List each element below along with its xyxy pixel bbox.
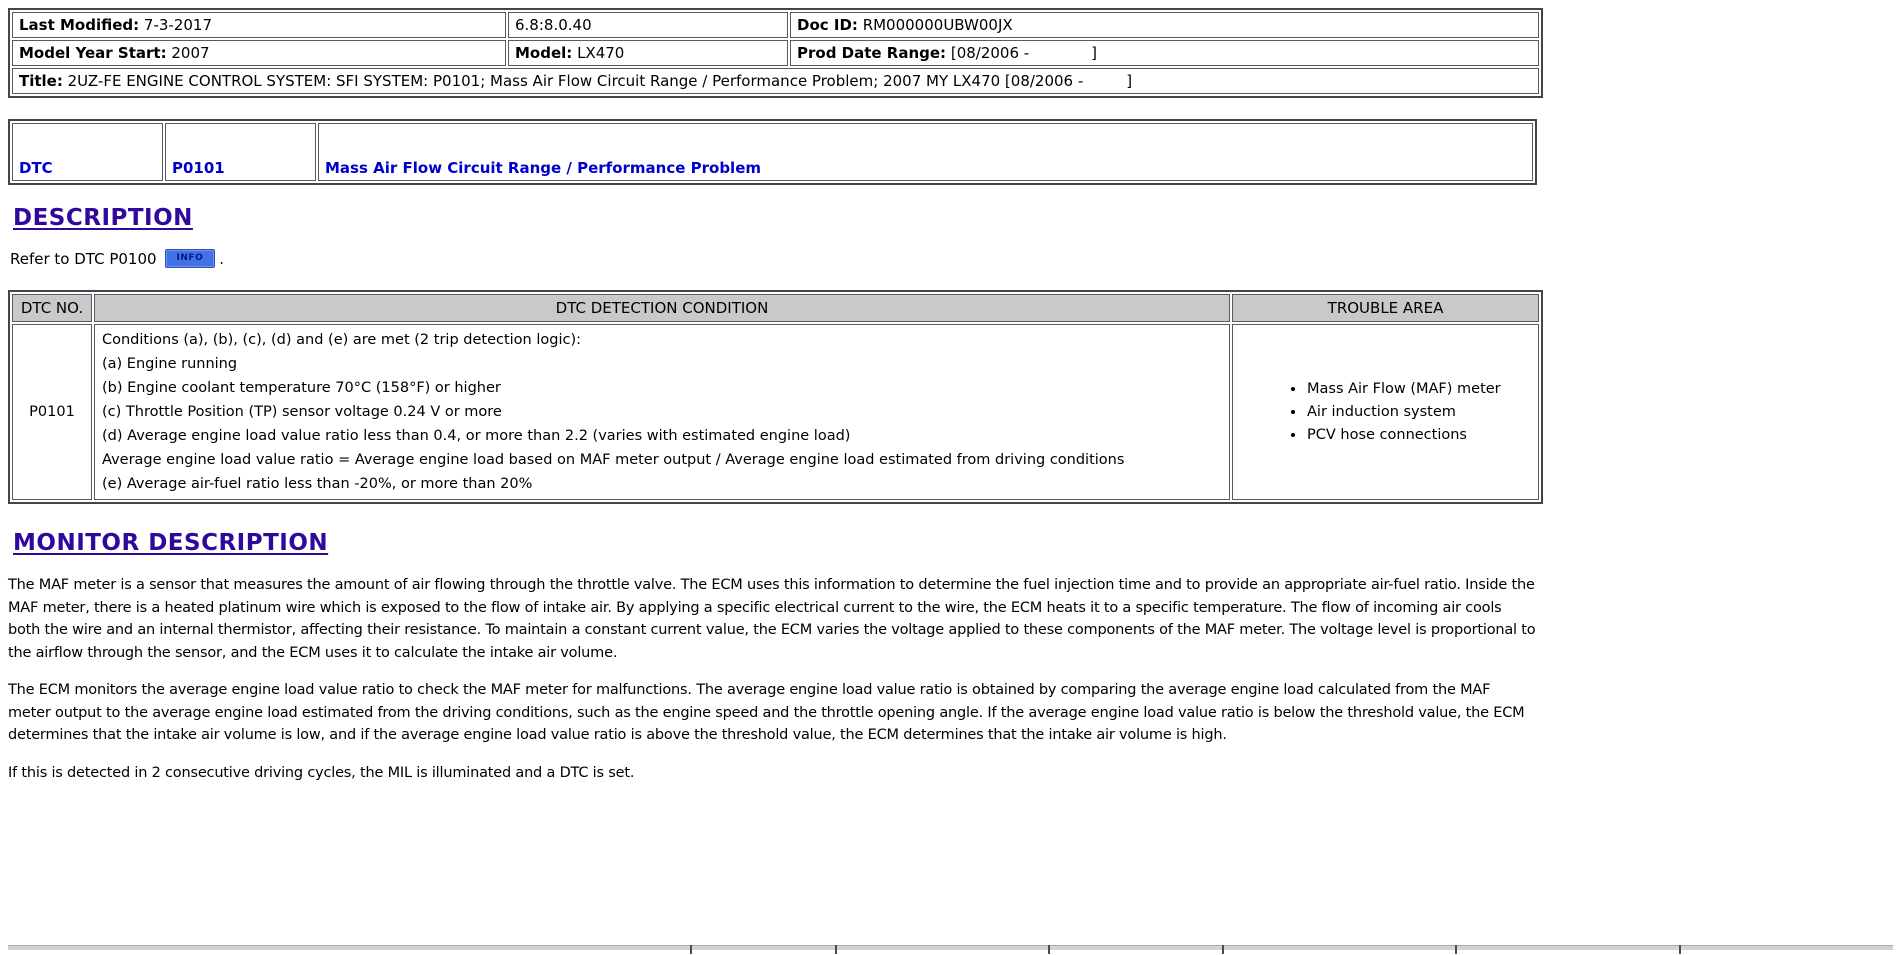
condition-line: Conditions (a), (b), (c), (d) and (e) are met (2 trip detection logic): <box>102 332 581 348</box>
condition-line: Average engine load value ratio = Average engine load based on MAF meter output / Average engine load estimated from driving conditions <box>102 452 1125 468</box>
dtc-detection-table <box>8 290 1543 504</box>
monitor-description-heading: MONITOR DESCRIPTION <box>13 530 329 556</box>
dtc-banner-row <box>12 123 1533 181</box>
info-button[interactable]: INFO <box>165 249 216 268</box>
model-year-start-cell <box>12 40 506 66</box>
dtc-banner-code: P0101 <box>165 123 316 181</box>
header-detection-condition: DTC DETECTION CONDITION <box>94 294 1230 322</box>
column-divider-tick <box>1048 945 1050 954</box>
model-value: LX470 <box>577 44 625 62</box>
monitor-paragraph: The ECM monitors the average engine load value ratio to check the MAF meter for malfunctions. The average engine load value ratio is obtained by comparing the average engine load calculated from the MAF meter output to the average engine load estimated from the driving conditions, such as the engine speed and the throttle opening angle. If the average engine load value ratio is below the threshold value, the ECM determines that the intake air volume is low, and if the average engine load value ratio is above the threshold value, the ECM determines that the intake air volume is high. <box>8 682 1525 743</box>
refer-suffix: . <box>219 250 225 268</box>
column-divider-tick <box>1455 945 1457 954</box>
doc-meta-table <box>8 8 1543 98</box>
prod-date-range-cell <box>790 40 1539 66</box>
description-heading: DESCRIPTION <box>13 205 193 231</box>
dtc-no-cell: P0101 <box>12 324 92 500</box>
prod-date-range-value: [08/2006 - ] <box>950 44 1098 62</box>
refer-line <box>10 249 1893 270</box>
dtc-detection-body-row <box>12 324 1539 500</box>
last-modified-cell <box>12 12 506 38</box>
dtc-banner-table <box>8 119 1537 185</box>
meta-row-1 <box>12 12 1539 38</box>
trouble-area-item: • PCV hose connections <box>1306 424 1537 447</box>
model-label: Model: <box>515 44 573 62</box>
trouble-area-cell <box>1232 324 1539 500</box>
column-divider-tick <box>1222 945 1224 954</box>
prod-date-range-label: Prod Date Range: <box>797 44 947 62</box>
meta-row-2 <box>12 40 1539 66</box>
meta-title-row <box>12 68 1539 94</box>
column-divider-tick <box>835 945 837 954</box>
condition-line: (c) Throttle Position (TP) sensor voltage 0.24 V or more <box>102 404 502 420</box>
doc-title-cell <box>12 68 1539 94</box>
doc-id-label: Doc ID: <box>797 16 858 34</box>
cut-off-next-table-top <box>8 945 1893 955</box>
last-modified-label: Last Modified: <box>19 16 140 34</box>
applicability-cell <box>508 12 788 38</box>
trouble-area-list <box>1234 378 1537 447</box>
refer-text: Refer to DTC P0100 <box>10 250 157 268</box>
column-divider-tick <box>1679 945 1681 954</box>
doc-id-value: RM000000UBW00JX <box>862 16 1013 34</box>
condition-line: (b) Engine coolant temperature 70°C (158°F) or higher <box>102 380 501 396</box>
header-dtc-no: DTC NO. <box>12 294 92 322</box>
condition-line: (d) Average engine load value ratio less than 0.4, or more than 2.2 (varies with estimated engine load) <box>102 428 851 444</box>
monitor-paragraph: The MAF meter is a sensor that measures the amount of air flowing through the throttle valve. The ECM uses this information to determine the fuel injection time and to provide an appropriate air-fuel ratio. Inside the MAF meter, there is a heated platinum wire which is exposed to the flow of intake air. By applying a specific electrical current to the wire, the ECM heats it to a specific temperature. The flow of incoming air cools both the wire and an internal thermistor, affecting their resistance. To maintain a constant current value, the ECM varies the voltage applied to these components of the MAF meter. The voltage level is proportional to the airflow through the sensor, and the ECM uses it to calculate the intake air volume. <box>8 577 1536 661</box>
last-modified-value: 7-3-2017 <box>143 16 213 34</box>
trouble-area-item: • Mass Air Flow (MAF) meter <box>1306 378 1537 401</box>
next-table-top-border <box>8 945 1893 950</box>
model-year-start-label: Model Year Start: <box>19 44 167 62</box>
dtc-banner-name: Mass Air Flow Circuit Range / Performance Problem <box>318 123 1533 181</box>
condition-line: (a) Engine running <box>102 356 238 372</box>
doc-title-value: 2UZ-FE ENGINE CONTROL SYSTEM: SFI SYSTEM: P0101; Mass Air Flow Circuit Range / Performance Problem; 2007 MY LX470 [08/2006 - ] <box>67 72 1133 90</box>
condition-line: (e) Average air-fuel ratio less than -20%, or more than 20% <box>102 476 533 492</box>
detection-condition-cell <box>94 324 1230 500</box>
header-trouble-area: TROUBLE AREA <box>1232 294 1539 322</box>
trouble-area-item: • Air induction system <box>1306 401 1537 424</box>
model-cell <box>508 40 788 66</box>
dtc-detection-header-row <box>12 294 1539 322</box>
column-divider-tick <box>690 945 692 954</box>
dtc-banner-category: DTC <box>12 123 163 181</box>
doc-title-label: Title: <box>19 72 63 90</box>
applicability-value: 6.8:8.0.40 <box>515 16 592 34</box>
monitor-paragraph: If this is detected in 2 consecutive driving cycles, the MIL is illuminated and a DTC is set. <box>8 764 635 781</box>
doc-id-cell <box>790 12 1539 38</box>
model-year-start-value: 2007 <box>171 44 210 62</box>
